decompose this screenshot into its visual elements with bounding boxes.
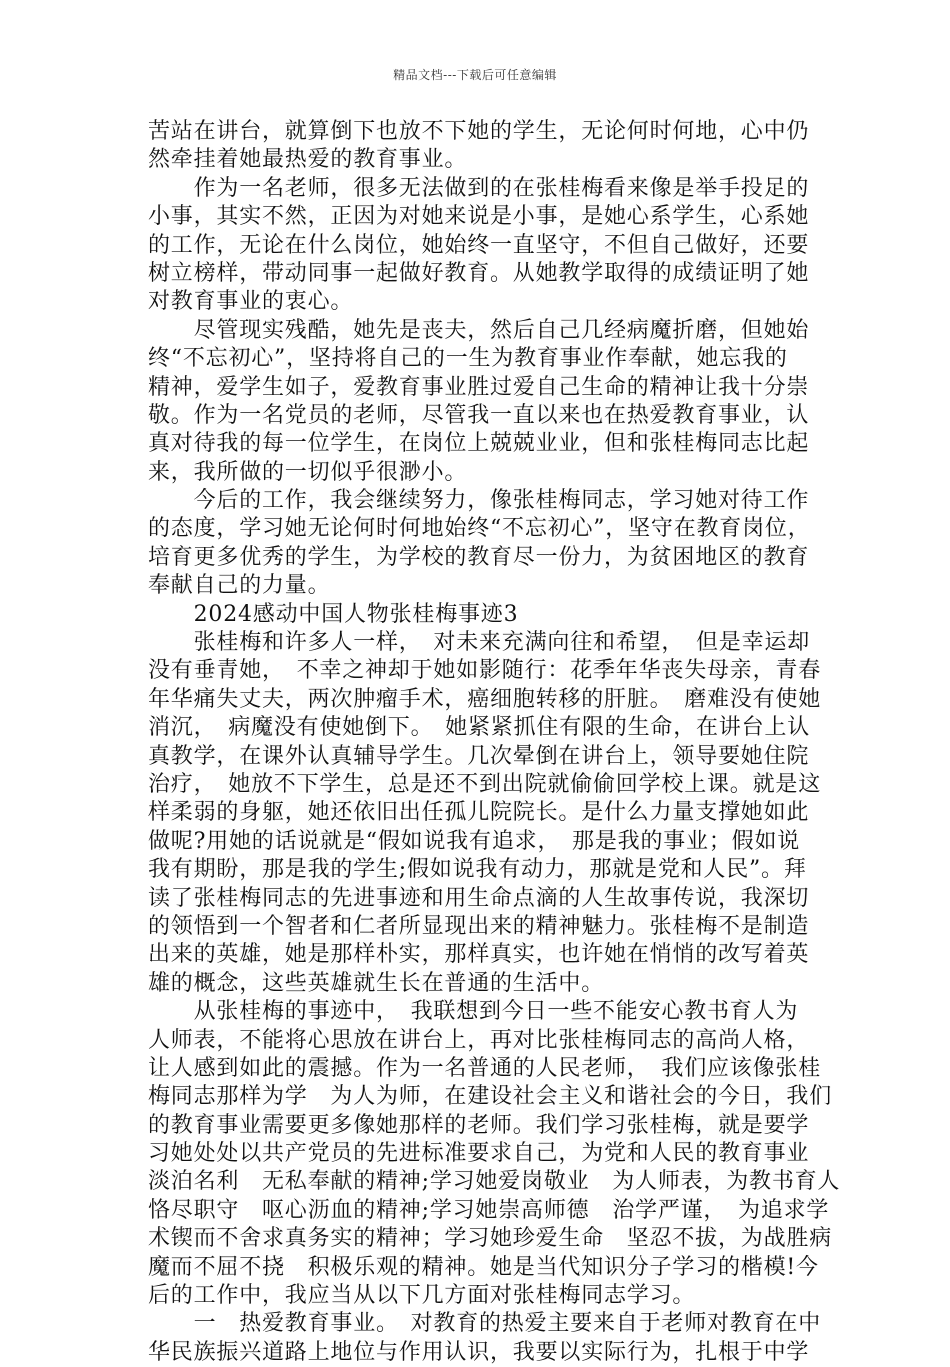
- text-line: 张桂梅和许多人一样， 对未来充满向往和希望， 但是幸运却: [148, 630, 811, 656]
- text-line: 人师表，不能将心思放在讲台上，再对比张桂梅同志的高尚人格，: [148, 1027, 810, 1053]
- text-line: 样柔弱的身躯，她还依旧出任孤儿院院长。是什么力量支撑她如此: [148, 800, 810, 826]
- text-line: 终“不忘初心”，坚持将自己的一生为教育事业作奉献，她忘我的: [148, 346, 788, 372]
- text-line: 做呢?用她的话说就是“假如说我有追求， 那是我的事业；假如说: [148, 828, 801, 854]
- text-line: 后的工作中，我应当从以下几方面对张桂梅同志学习。: [148, 1283, 696, 1309]
- text-line: 敬。作为一名党员的老师，尽管我一直以来也在热爱教育事业，认: [148, 402, 810, 428]
- text-line: 今后的工作，我会继续努力，像张桂梅同志，学习她对待工作: [148, 488, 810, 514]
- text-line: 尽管现实残酷，她先是丧夫，然后自己几经病魔折磨，但她始: [148, 317, 810, 343]
- text-line: 魔而不屈不挠 积极乐观的精神。她是当代知识分子学习的楷模!今: [148, 1254, 819, 1280]
- text-line: 习她处处以共产党员的先进标准要求自己，为党和人民的教育事业: [148, 1141, 810, 1167]
- document-body: [148, 118, 841, 1367]
- text-line: 奉献自己的力量。: [148, 573, 331, 599]
- page-header: 精品文档---下载后可任意编辑: [393, 68, 557, 82]
- text-line: 华民族振兴道路上地位与作用认识，我要以实际行为，扎根于中学: [148, 1339, 810, 1365]
- text-line: 让人感到如此的震撼。作为一名普通的人民老师， 我们应该像张桂: [148, 1055, 822, 1081]
- text-line: 恪尽职守 呕心沥血的精神;学习她崇高师德 治学严谨， 为追求学: [148, 1197, 830, 1223]
- text-line: 的工作，无论在什么岗位，她始终一直坚守，不但自己做好，还要: [148, 232, 810, 258]
- text-line: 真对待我的每一位学生，在岗位上兢兢业业，但和张桂梅同志比起: [148, 431, 810, 457]
- text-line: 治疗， 她放不下学生，总是还不到出院就偷偷回学校上课。就是这: [148, 771, 822, 797]
- text-line: 从张桂梅的事迹中， 我联想到今日一些不能安心教书育人为: [148, 999, 799, 1025]
- text-line: 术锲而不舍求真务实的精神；学习她珍爱生命 坚忍不拔，为战胜病: [148, 1226, 833, 1252]
- text-line: 来，我所做的一切似乎很渺小。: [148, 459, 468, 485]
- text-line: 我有期盼，那是我的学生;假如说我有动力，那就是党和人民”。拜: [148, 857, 807, 883]
- text-line: 精神，爱学生如子，爱教育事业胜过爱自己生命的精神让我十分崇: [148, 374, 810, 400]
- text-line: 雄的概念，这些英雄就生长在普通的生活中。: [148, 970, 605, 996]
- text-line: 的教育事业需要更多像她那样的老师。我们学习张桂梅，就是要学: [148, 1112, 810, 1138]
- text-line: 作为一名老师，很多无法做到的在张桂梅看来像是举手投足的: [148, 175, 810, 201]
- text-line: 小事，其实不然，正因为对她来说是小事，是她心系学生，心系她: [148, 204, 810, 230]
- text-line: 年华痛失丈夫，两次肿瘤手术，癌细胞转移的肝脏。 磨难没有使她: [148, 686, 822, 712]
- text-line: 梅同志那样为学 为人为师，在建设社会主义和谐社会的今日，我们: [148, 1084, 833, 1110]
- text-line: 对教育事业的衷心。: [148, 289, 354, 315]
- text-line: 消沉， 病魔没有使她倒下。 她紧紧抓住有限的生命，在讲台上认: [148, 715, 811, 741]
- section-heading: 2024感动中国人物张桂梅事迹3: [148, 601, 519, 627]
- text-line: 的态度，学习她无论何时何地始终“不忘初心”，坚守在教育岗位，: [148, 516, 811, 542]
- text-line: 没有垂青她， 不幸之神却于她如影随行：花季年华丧失母亲，青春: [148, 658, 822, 684]
- text-line: 淡泊名利 无私奉献的精神;学习她爱岗敬业 为人师表，为教书育人: [148, 1169, 841, 1195]
- text-line: 培育更多优秀的学生，为学校的教育尽一份力，为贫困地区的教育: [148, 544, 810, 570]
- text-line: 树立榜样，带动同事一起做好教育。从她教学取得的成绩证明了她: [148, 260, 810, 286]
- text-line: 一 热爱教育事业。 对教育的热爱主要来自于老师对教育在中: [148, 1311, 822, 1337]
- text-line: 出来的英雄，她是那样朴实，那样真实，也许她在悄悄的改写着英: [148, 942, 810, 968]
- text-line: 苦站在讲台，就算倒下也放不下她的学生，无论何时何地，心中仍: [148, 119, 810, 144]
- text-line: 读了张桂梅同志的先进事迹和用生命点滴的人生故事传说，我深切: [148, 885, 810, 911]
- text-line: 然牵挂着她最热爱的教育事业。: [148, 147, 468, 173]
- text-line: 的领悟到一个智者和仁者所显现出来的精神魅力。张桂梅不是制造: [148, 913, 810, 939]
- text-line: 真教学，在课外认真辅导学生。几次晕倒在讲台上，领导要她住院: [148, 743, 810, 769]
